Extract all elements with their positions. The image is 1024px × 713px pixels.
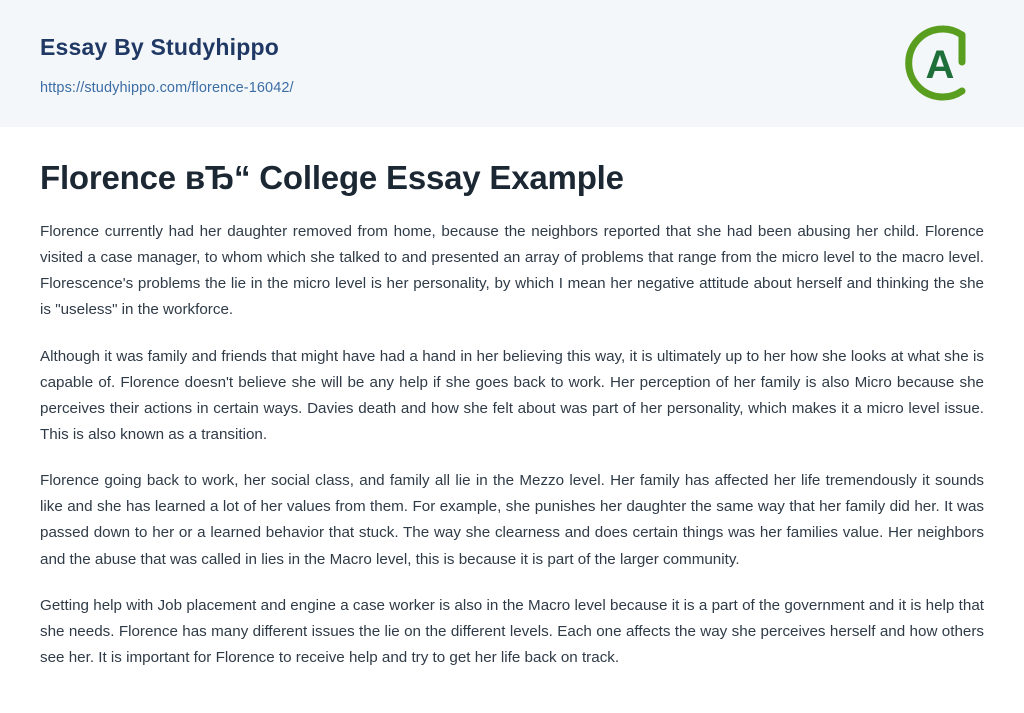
svg-text:A: A <box>925 43 955 87</box>
essay-paragraph: Florence currently had her daughter removed from home, because the neighbors reported that she had been abusing her child. Florence visited a case manager, to whom which she talked to and presented an array of problems that range from the micro level to the macro level. Florescence's problems the lie in the micro level is her personality, by which I mean her negative attitude about herself and thinking the she is "useless" in the workforce. <box>40 223 984 319</box>
page-title: Florence вЂ“ College Essay Example <box>40 159 624 196</box>
essay-paragraph: Although it was family and friends that might have had a hand in her believing this way, it is ultimately up to her how she looks at what she is capable of. Florence doesn't believe she will be any help if she goes back to work. Her perception of her family is also Micro because she perceives their actions in certain ways. Davies death and how she felt about was part of her personality, which makes it a micro level issue. This is also known as a transition. <box>40 347 984 443</box>
source-url-link[interactable]: https://studyhippo.com/florence-16042/ <box>40 79 294 96</box>
site-title: Essay By Studyhippo <box>40 34 279 60</box>
letter-a-circle-logo-icon <box>900 22 982 104</box>
page-header <box>0 0 1024 127</box>
essay-paragraphs <box>40 219 984 671</box>
document-body <box>0 159 1024 671</box>
essay-paragraph: Getting help with Job placement and engine a case worker is also in the Macro level because it is a part of the government and it is help that she needs. Florence has many different issues the lie on the different levels. Each one affects the way she perceives herself and how others see her. It is important for Florence to receive help and try to get her life back on track. <box>40 596 984 666</box>
essay-paragraph: Florence going back to work, her social class, and family all lie in the Mezzo level. Her family has affected her life tremendously it sounds like and she has learned a lot of her values from them. For example, she punishes her daughter the same way that her family did her. It was passed down to her or a learned behavior that stuck. The way she clearness and does certain things was her families value. Her neighbors and the abuse that was called in lies in the Macro level, this is because it is part of the larger community. <box>40 472 984 568</box>
